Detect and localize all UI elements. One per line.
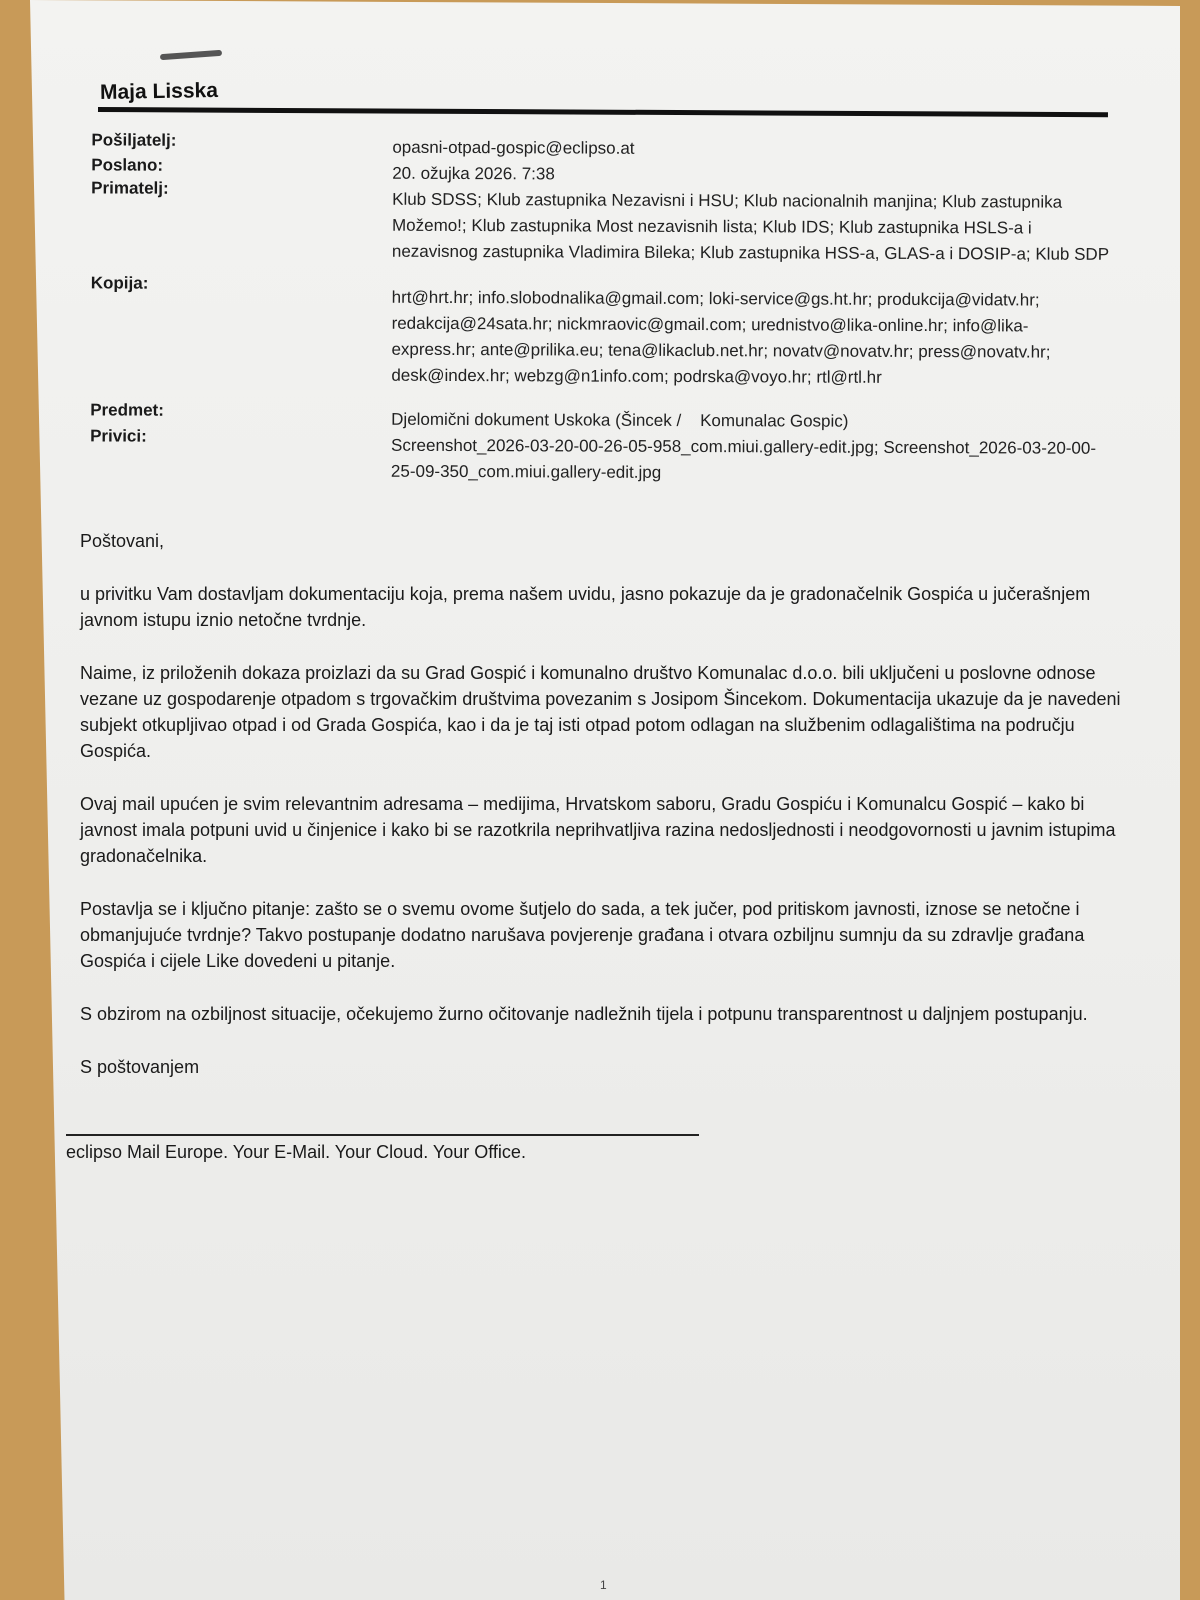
sender-value: opasni-otpad-gospic@eclipso.at	[392, 137, 635, 158]
email-body	[80, 528, 1140, 1107]
paragraph-5: S obzirom na ozbiljnost situacije, očekujemo žurno očitovanje nadležnih tijela i potpunu transparentnost u daljnjem postupanju.	[80, 1004, 1088, 1024]
greeting: Poštovani,	[80, 531, 165, 551]
subject-value: Djelomični dokument Uskoka (Šincek / Komunalac Gospic)	[391, 409, 849, 431]
attachments-label: Privici:	[90, 426, 147, 446]
cc-label: Kopija:	[90, 273, 149, 293]
paragraph-4: Postavlja se i ključno pitanje: zašto se o svemu ovome šutjelo do sada, a tek jučer, pod pritiskom javnosti, iznose se netočne i obmanjujuće tvrdnje? Takvo postupanje dodatno narušava povjerenje građana i otvara ozbiljnu sumnju da su zdravlje građana Gospića i cijele Like dovedeni u pitanje.	[80, 899, 1085, 971]
attachments-value: Screenshot_2026-03-20-00-26-05-958_com.miui.gallery-edit.jpg; Screenshot_2026-03-20-00-25-09-350_com.miui.gallery-edit.jpg	[390, 435, 1097, 482]
paragraph-1: u privitku Vam dostavljam dokumentaciju koja, prema našem uvidu, jasno pokazuje da je gradonačelnik Gospića u jučerašnjem javnom istupu iznio netočne tvrdnje.	[80, 584, 1091, 630]
to-label: Primatelj:	[91, 178, 169, 198]
page-number: 1	[600, 1578, 607, 1592]
sender-label: Pošiljatelj:	[91, 130, 177, 150]
subject-label: Predmet:	[90, 400, 164, 420]
sent-value: 20. ožujka 2026. 7:38	[392, 163, 555, 184]
cc-value: hrt@hrt.hr; info.slobodnalika@gmail.com; loki-service@gs.ht.hr; produkcija@vidatv.hr; redakcija@24sata.hr; nickmraovic@gmail.com; urednistvo@lika-online.hr; info@lika-express.hr; ante@prilika.eu; tena@likaclub.net.hr; novatv@novatv.hr; press@novatv.hr; desk@index.hr; webzg@n1info.com; podrska@voyo.hr; rtl@rtl.hr	[391, 287, 1051, 387]
paragraph-3: Ovaj mail upućen je svim relevantnim adresama – medijima, Hrvatskom saboru, Gradu Gospiću i Komunalcu Gospić – kako bi javnost imala potpuni uvid u činjenice i kako bi se razotkrila neprihvatljiva razina nedosljednosti i neodgovornosti u javnim istupima gradonačelnika.	[80, 794, 1116, 866]
signature-rule	[66, 1134, 699, 1136]
paragraph-2: Naime, iz priloženih dokaza proizlazi da su Grad Gospić i komunalno društvo Komunalac d.o.o. bili uključeni u poslovne odnose vezane uz gospodarenje otpadom s trgovačkim društvima povezanim s Josipom Šincekom. Dokumentacija ukazuje da je navedeni subjekt otkupljivao otpad i od Grada Gospića, kao i da je taj isti otpad potom odlagan na službenim odlagalištima na području Gospića.	[80, 663, 1121, 761]
sent-label: Poslano:	[91, 155, 164, 175]
email-meta	[0, 0, 1200, 505]
sender-name-header: Maja Lisska	[99, 78, 219, 105]
closing: S poštovanjem	[80, 1057, 200, 1077]
to-value: Klub SDSS; Klub zastupnika Nezavisni i HSU; Klub nacionalnih manjina; Klub zastupnika Možemo!; Klub zastupnika Most nezavisnih lista; Klub IDS; Klub zastupnika HSLS-a i nezavisnog zastupnika Vladimira Bileka; Klub zastupnika HSS-a, GLAS-a i DOSIP-a; Klub SDP	[391, 189, 1110, 264]
email-footer: eclipso Mail Europe. Your E-Mail. Your Cloud. Your Office.	[66, 1142, 526, 1162]
